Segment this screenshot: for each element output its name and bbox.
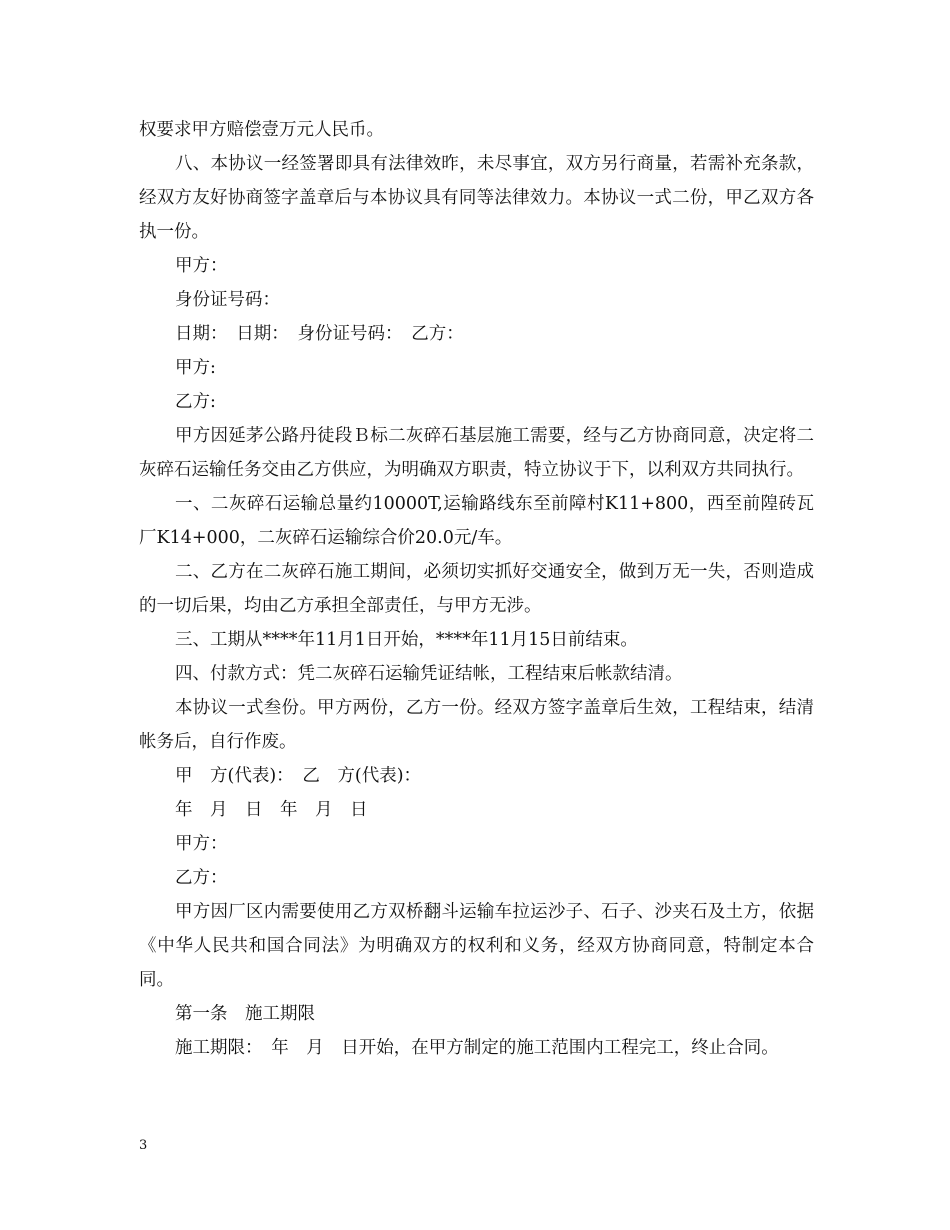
paragraph: 本协议一式叁份。甲方两份，乙方一份。经双方签字盖章后生效，工程结束，结清帐务后，自行作废。 (139, 698, 814, 752)
paragraph: 甲方: (175, 358, 216, 378)
paragraph: 身份证号码： (175, 290, 280, 310)
paragraph: 权要求甲方赔偿壹万元人民币。 (139, 120, 384, 140)
paragraph: 三、工期从****年11月1日开始，****年11月15日前结束。 (175, 630, 638, 650)
paragraph: 第一条 施工期限 (175, 1004, 315, 1024)
paragraph: 年 月 日 年 月 日 (175, 800, 368, 820)
paragraph: 甲方： (175, 834, 228, 854)
paragraph: 乙方： (175, 868, 228, 888)
document-body (139, 113, 814, 1065)
paragraph: 乙方: (175, 392, 216, 412)
paragraph: 甲 方(代表)： 乙 方(代表)： (175, 766, 422, 786)
paragraph: 八、本协议一经签署即具有法律效昨，未尽事宜，双方另行商量，若需补充条款，经双方友好协商签字盖章后与本协议具有同等法律效力。本协议一式二份，甲乙双方各执一份。 (139, 154, 814, 242)
paragraph: 施工期限： 年 月 日开始，在甲方制定的施工范围内工程完工，终止合同。 (175, 1038, 779, 1058)
paragraph: 一、二灰碎石运输总量约10000T,运输路线东至前障村K11+800，西至前隍砖瓦厂K14+000，二灰碎石运输综合价20.0元/车。 (139, 494, 814, 548)
paragraph: 甲方： (175, 256, 228, 276)
paragraph: 日期： 日期： 身份证号码： 乙方： (175, 324, 464, 344)
paragraph: 四、付款方式：凭二灰碎石运输凭证结帐，工程结束后帐款结清。 (175, 664, 683, 684)
paragraph: 甲方因延茅公路丹徒段Ｂ标二灰碎石基层施工需要，经与乙方协商同意，决定将二灰碎石运输任务交由乙方供应，为明确双方职责，特立协议于下，以利双方共同执行。 (139, 426, 814, 480)
page-number: 3 (139, 1138, 148, 1153)
paragraph: 二、乙方在二灰碎石施工期间，必须切实抓好交通安全，做到万无一失，否则造成的一切后果，均由乙方承担全部责任，与甲方无涉。 (139, 562, 814, 616)
paragraph: 甲方因厂区内需要使用乙方双桥翻斗运输车拉运沙子、石子、沙夹石及土方，依据《中华人民共和国合同法》为明确双方的权利和义务，经双方协商同意，特制定本合同。 (139, 902, 814, 990)
